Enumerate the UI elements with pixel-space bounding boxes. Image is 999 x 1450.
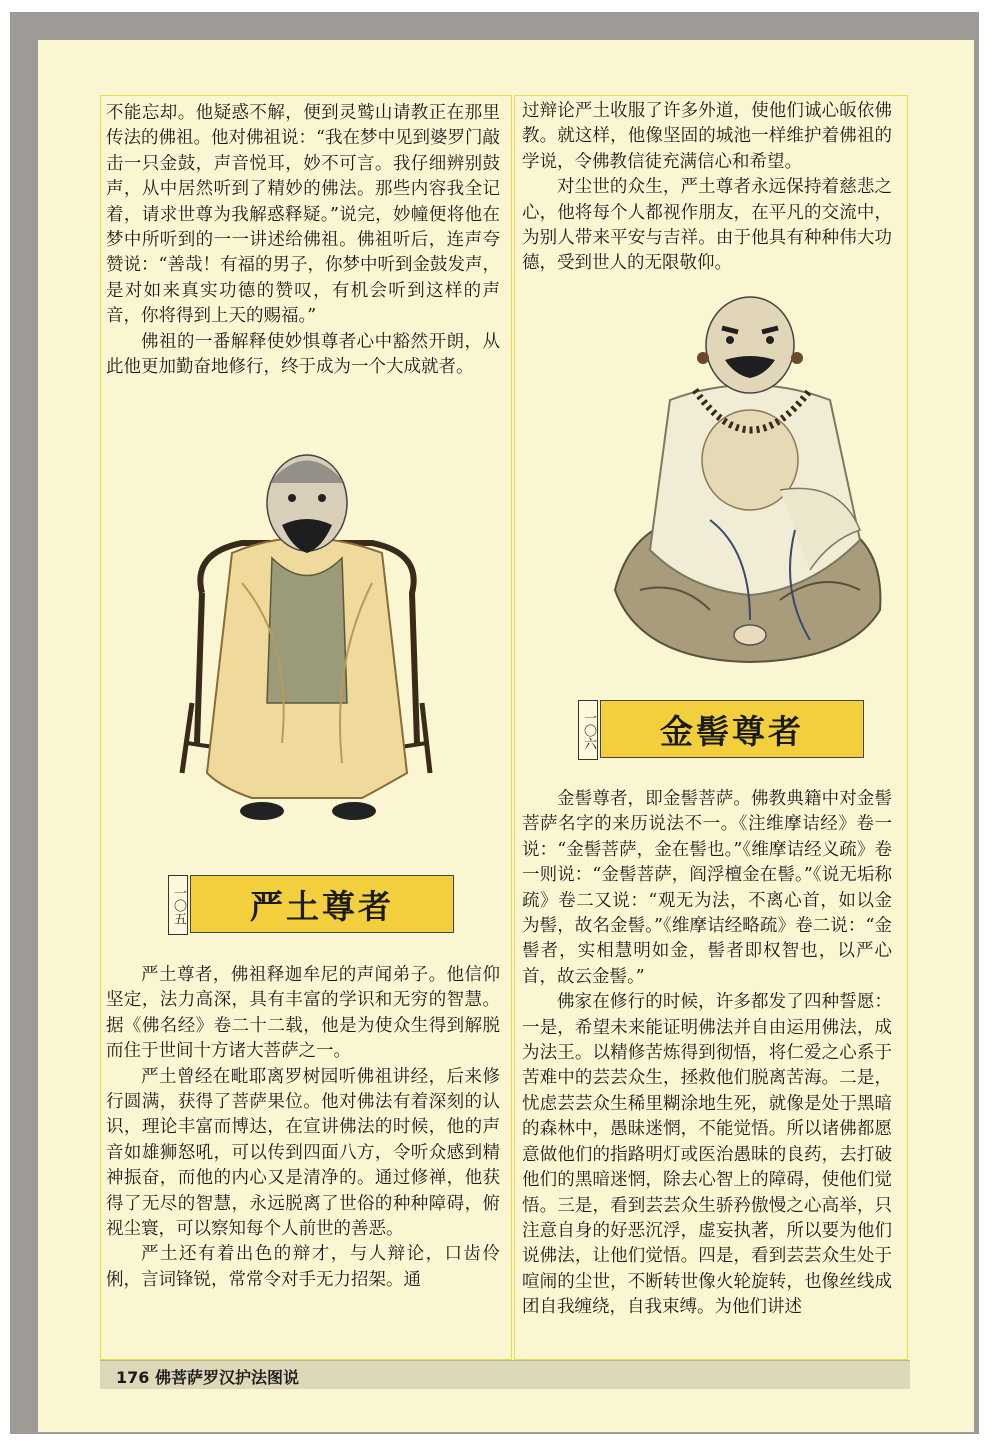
yantu-title: 严土尊者 [190, 875, 454, 933]
right-bottom-paragraph-1: 金髻尊者，即金髻菩萨。佛教典籍中对金髻菩萨名字的来历说法不一。《注维摩诘经》卷一说：“金髻菩萨，金在髻也。”《维摩诘经义疏》卷一则说：“金髻菩萨，阎浮檀金在髻。”《说无垢称疏》卷二又说：“观无为法，不离心首，如以金为髻，故名金髻。”《维摩诘经略疏》卷二说：“金髻者，实相慧明如金，髻者即权智也，以严心首，故云金髻。” [522, 789, 892, 987]
left-bottom-paragraph-3: 严土还有着出色的辩才，与人辩论，口齿伶俐，言词锋锐，常常令对手无力招架。通 [106, 1244, 500, 1290]
footer-page-label: 176 佛菩萨罗汉护法图说 [116, 1368, 299, 1387]
jinji-title-number: 一〇六 [578, 700, 598, 760]
left-top-paragraph-2: 佛祖的一番解释使妙惧尊者心中豁然开朗，从此他更加勤奋地修行，终于成为一个大成就者。 [106, 331, 500, 378]
jinji-arhat-illustration [610, 290, 890, 670]
left-bottom-paragraph-1: 严土尊者，佛祖释迦牟尼的声闻弟子。他信仰坚定，法力高深，具有丰富的学识和无穷的智慧。据《佛名经》卷二十二载，他是为使众生得到解脱而住于世间十方诸大菩萨之一。 [106, 965, 500, 1062]
left-bottom-text [106, 963, 500, 1293]
right-top-text [522, 99, 892, 277]
yantu-arhat-illustration [172, 443, 442, 833]
left-top-text [106, 101, 500, 380]
right-bottom-paragraph-2: 佛家在修行的时候，许多都发了四种誓愿：一是，希望未来能证明佛法并自由运用佛法，成为法王。以精修苦炼得到彻悟，将仁爱之心系于苦难中的芸芸众生，拯救他们脱离苦海。二是，忧虑芸芸众生稀里糊涂地生死，就像是处于黑暗的森林中，愚昧迷惘，不能觉悟。所以诸佛都愿意做他们的指路明灯或医治愚昧的良药，去打破他们的黑暗迷惘，除去心智上的障碍，使他们觉悟。三是，看到芸芸众生骄矜傲慢之心高举，只注意自身的好恶沉浮，虚妄执著，所以要为他们说佛法，让他们觉悟。四是，看到芸芸众生处于喧闹的尘世，不断转世像火轮旋转，也像丝线成团自我缠绕，自我束缚。为他们讲述 [522, 992, 892, 1318]
jinji-title: 金髻尊者 [600, 700, 864, 758]
left-bottom-paragraph-2: 严土曾经在毗耶离罗树园听佛祖讲经，后来修行圆满，获得了菩萨果位。他对佛法有着深刻的认识，理论丰富而博达，在宣讲佛法的时候，他的声音如雄狮怒吼，可以传到四面八方，令听众感到精神振奋，而他的内心又是清净的。通过修禅，他获得了无尽的智慧，永远脱离了世俗的种种障碍，俯视尘寰，可以察知每个人前世的善恶。 [106, 1066, 500, 1240]
yantu-title-number: 一〇五 [168, 875, 188, 935]
right-column [514, 95, 908, 1360]
left-column [100, 95, 512, 1360]
yantu-title-block [168, 875, 452, 933]
right-top-paragraph-1: 过辩论严土收服了许多外道，使他们诚心皈依佛教。就这样，他像坚固的城池一样维护着佛祖的学说，令佛教信徒充满信心和希望。 [522, 101, 892, 172]
footer-bar [100, 1360, 910, 1389]
right-top-paragraph-2: 对尘世的众生，严土尊者永远保持着慈悲之心，他将每个人都视作朋友，在平凡的交流中，为别人带来平安与吉祥。由于他具有种种伟大功德，受到世人的无限敬仰。 [522, 177, 892, 274]
left-top-paragraph-1: 不能忘却。他疑惑不解，便到灵鹫山请教正在那里传法的佛祖。他对佛祖说：“我在梦中见到婆罗门敲击一只金鼓，声音悦耳，妙不可言。我仔细辨别鼓声，从中居然听到了精妙的佛法。那些内容我全记着，请求世尊为我解惑释疑。”说完，妙幢便将他在梦中所听到的一一讲述给佛祖。佛祖听后，连声夸赞说：“善哉！有福的男子，你梦中听到金鼓发声，是对如来真实功德的赞叹，有机会听到这样的声音，你将得到上天的赐福。” [106, 103, 500, 327]
jinji-title-block [578, 700, 862, 758]
right-bottom-text [522, 787, 892, 1321]
